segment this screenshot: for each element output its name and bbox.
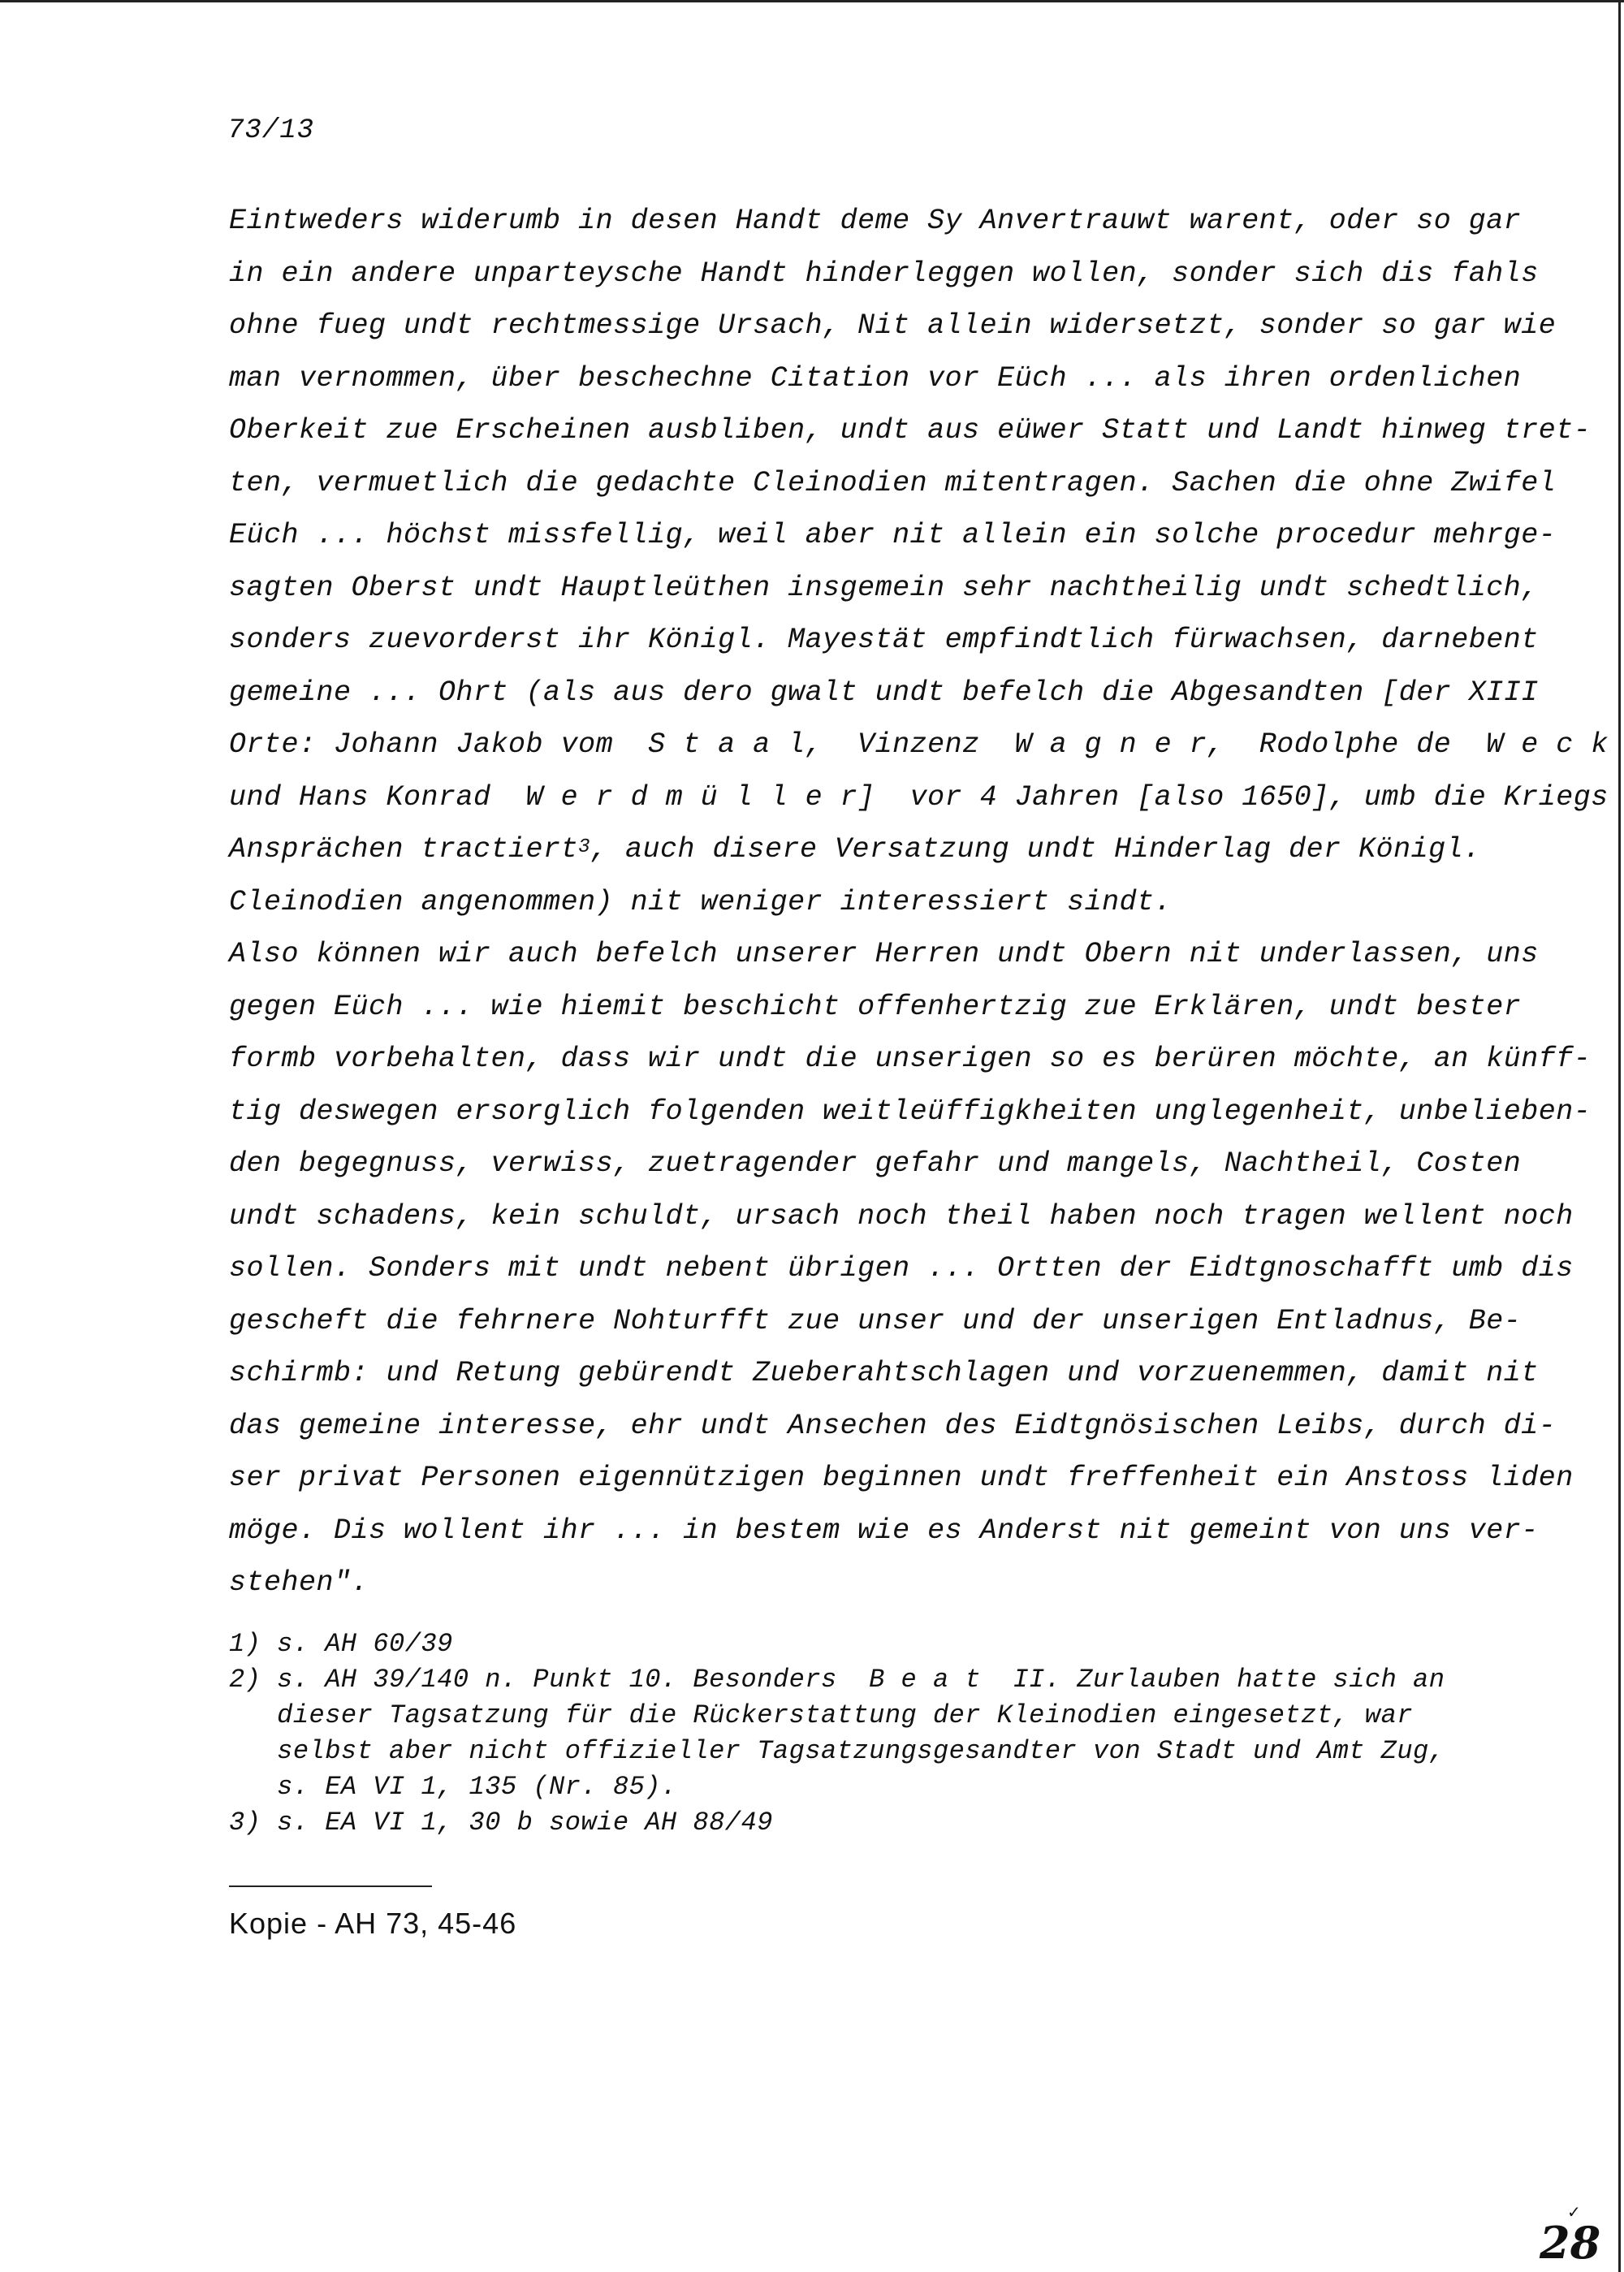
body-line: Also können wir auch befelch unserer Herren undt Obern nit underlassen, uns bbox=[229, 938, 1539, 970]
body-line: schirmb: und Retung gebürendt Zueberahtschlagen und vorzuenemmen, damit nit bbox=[229, 1357, 1539, 1389]
body-line: ten, vermuetlich die gedachte Cleinodien mitentragen. Sachen die ohne Zwifel bbox=[229, 466, 1557, 499]
footnote-marker: 3 bbox=[578, 836, 590, 858]
scan-right-edge bbox=[1618, 0, 1621, 2272]
footnote-line: selbst aber nicht offizieller Tagsatzungsgesandter von Stadt und Amt Zug, bbox=[229, 1736, 1445, 1766]
body-line: Eüch ... höchst missfellig, weil aber nit allein ein solche procedur mehrge- bbox=[229, 519, 1557, 551]
body-line: man vernommen, über beschechne Citation vor Eüch ... als ihren ordenlichen bbox=[229, 361, 1522, 395]
body-line-head: Ansprächen tractiert bbox=[229, 833, 579, 866]
body-line: Eintweders widerumb in desen Handt deme Sy Anvertrauwt warent, oder so gar bbox=[229, 205, 1522, 237]
body-line: den begegnuss, verwiss, zuetragender gefahr und mangels, Nachtheil, Costen bbox=[229, 1147, 1522, 1180]
body-line-tail: , auch disere Versatzung undt Hinderlag der Königl. bbox=[590, 833, 1481, 866]
body-line: sollen. Sonders mit undt nebent übrigen ... Ortten der Eidtgnoschafft umb dis bbox=[229, 1252, 1574, 1285]
body-line: und Hans Konrad W e r d m ü l l e r] vor 4 Jahren [also 1650], umb die Kriegs bbox=[229, 780, 1609, 814]
body-line: undt schadens, kein schuldt, ursach noch theil haben noch tragen wellent noch bbox=[229, 1199, 1574, 1233]
check-mark-icon: ✓ bbox=[1567, 2202, 1581, 2222]
body-line: ohne fueg undt rechtmessige Ursach, Nit allein widersetzt, sonder so gar wie bbox=[229, 309, 1557, 342]
body-line: formb vorbehalten, dass wir undt die unserigen so es berüren möchte, an künff- bbox=[229, 1043, 1592, 1075]
page-number: 28 bbox=[1540, 2217, 1601, 2269]
footnote-line: dieser Tagsatzung für die Rückerstattung der Kleinodien eingesetzt, war bbox=[229, 1700, 1414, 1730]
footnote-line: 2) s. AH 39/140 n. Punkt 10. Besonders B e a t II. Zurlauben hatte sich an bbox=[229, 1665, 1445, 1695]
body-line: gegen Eüch ... wie hiemit beschicht offenhertzig zue Erklären, undt bester bbox=[229, 990, 1522, 1023]
body-text bbox=[229, 195, 1609, 1609]
body-line: sonders zuevorderst ihr Königl. Mayestät empfindtlich fürwachsen, darnebent bbox=[229, 624, 1539, 656]
body-line: das gemeine interesse, ehr undt Ansechen des Eidtgnösischen Leibs, durch di- bbox=[229, 1409, 1557, 1442]
document-reference: 73/13 bbox=[227, 115, 315, 146]
body-line: Orte: Johann Jakob vom S t a a l, Vinzenz W a g n e r, Rodolphe de W e c k bbox=[229, 728, 1609, 761]
copy-reference: Kopie - AH 73, 45-46 bbox=[229, 1907, 517, 1940]
body-line: Oberkeit zue Erscheinen ausbliben, undt aus eüwer Statt und Landt hinweg tret- bbox=[229, 414, 1592, 447]
body-line: Cleinodien angenommen) nit weniger interessiert sindt. bbox=[229, 885, 1173, 918]
body-line: stehen". bbox=[229, 1566, 369, 1599]
footnote-line: 3) s. EA VI 1, 30 b sowie AH 88/49 bbox=[229, 1808, 773, 1838]
body-line-with-footnote bbox=[229, 823, 1496, 876]
body-line: gemeine ... Ohrt (als aus dero gwalt undt befelch die Abgesandten [der XIII bbox=[229, 676, 1539, 709]
separator-rule bbox=[229, 1885, 432, 1887]
footnotes bbox=[229, 1626, 1512, 1841]
body-line: ser privat Personen eigennützigen beginnen undt freffenheit ein Anstoss liden bbox=[229, 1462, 1574, 1494]
footnote-line: 1) s. AH 60/39 bbox=[229, 1629, 453, 1659]
scan-top-edge bbox=[0, 0, 1624, 2]
body-line: in ein andere unparteysche Handt hinderleggen wollen, sonder sich dis fahls bbox=[229, 257, 1539, 290]
body-line: möge. Dis wollent ihr ... in bestem wie es Anderst nit gemeint von uns ver- bbox=[229, 1514, 1539, 1547]
body-line: gescheft die fehrnere Nohturfft zue unser und der unserigen Entladnus, Be- bbox=[229, 1304, 1522, 1337]
body-line: tig deswegen ersorglich folgenden weitleüffigkheiten unglegenheit, unbelieben- bbox=[229, 1095, 1592, 1128]
body-line: sagten Oberst undt Hauptleüthen insgemein sehr nachtheilig undt schedtlich, bbox=[229, 571, 1539, 604]
footnote-line: s. EA VI 1, 135 (Nr. 85). bbox=[229, 1772, 677, 1802]
